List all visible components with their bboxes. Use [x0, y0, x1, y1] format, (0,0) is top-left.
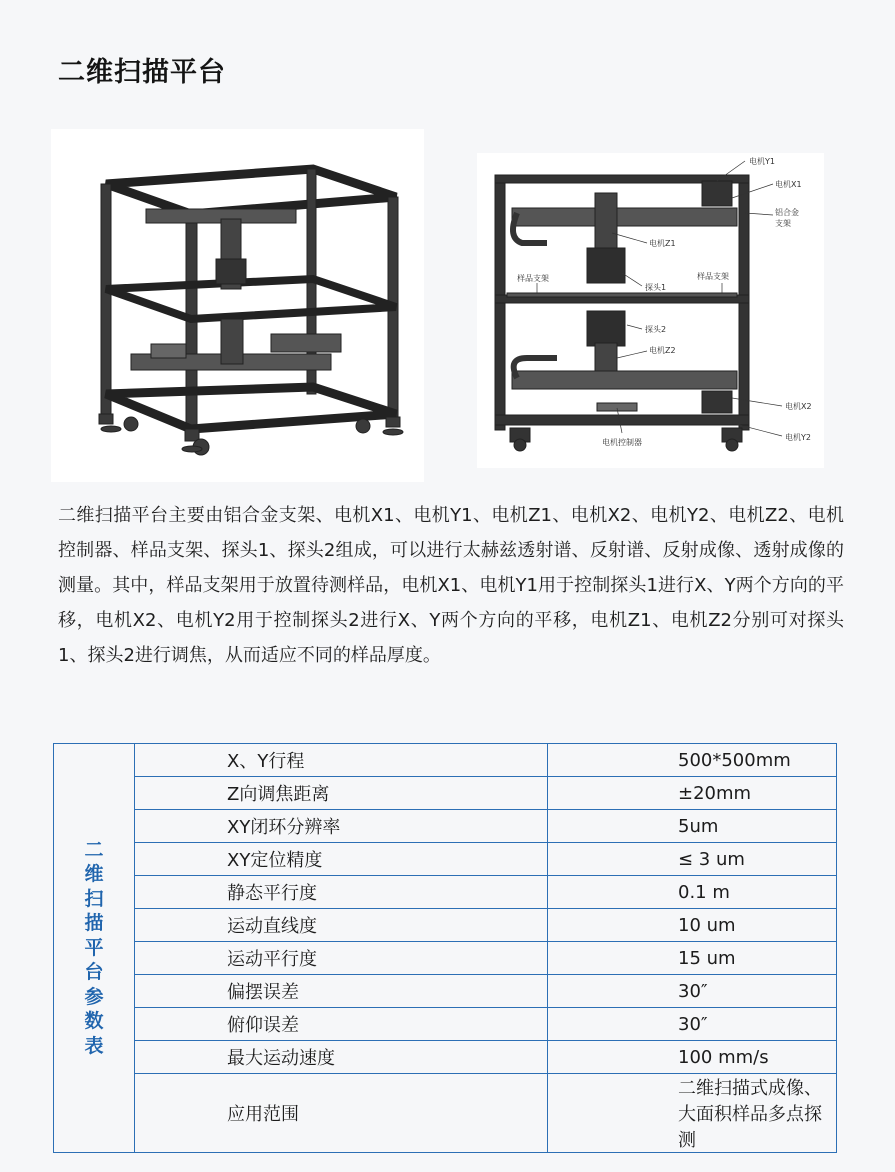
table-row	[54, 909, 837, 942]
label-motor-y1: 电机Y1	[749, 157, 775, 166]
param-name-cell: 静态平行度	[135, 876, 548, 909]
param-name-cell: 应用范围	[135, 1074, 548, 1153]
table-row	[54, 843, 837, 876]
platform-front-view-image	[477, 153, 824, 468]
table-row	[54, 744, 837, 777]
param-value-cell: 10 um	[548, 909, 837, 942]
intro-paragraph: 二维扫描平台主要由铝合金支架、电机X1、电机Y1、电机Z1、电机X2、电机Y2、电机Z2、电机控制器、样品支架、探头1、探头2组成，可以进行太赫兹透射谱、反射谱、反射成像、透射成像的测量。其中，样品支架用于放置待测样品，电机X1、电机Y1用于控制探头1进行X、Y两个方向的平移，电机X2、电机Y2用于控制探头2进行X、Y两个方向的平移，电机Z1、电机Z2分别可对探头1、探头2进行调焦，从而适应不同的样品厚度。	[58, 505, 844, 666]
param-name-cell: 俯仰误差	[135, 1008, 548, 1041]
table-row	[54, 876, 837, 909]
param-value-cell: 500*500mm	[548, 744, 837, 777]
table-row	[54, 777, 837, 810]
table-row	[54, 1041, 837, 1074]
label-motor-x2: 电机X2	[785, 402, 812, 411]
label-frame-2: 支架	[775, 219, 791, 228]
table-row	[54, 975, 837, 1008]
param-value-cell: 30″	[548, 975, 837, 1008]
param-value-cell: ≤ 3 um	[548, 843, 837, 876]
table-row	[54, 942, 837, 975]
label-controller: 电机控制器	[602, 438, 642, 447]
table-row	[54, 1008, 837, 1041]
label-sample-holder-left: 样品支架	[517, 274, 549, 283]
param-name-cell: 运动直线度	[135, 909, 548, 942]
label-probe-2: 探头2	[645, 325, 667, 334]
label-motor-x1: 电机X1	[775, 180, 802, 189]
table-side-label-text: 二维扫描平台参数表	[84, 838, 104, 1057]
table-side-label	[54, 744, 135, 1153]
parameter-table	[53, 743, 837, 1153]
param-value-cell: ±20mm	[548, 777, 837, 810]
platform-isometric-image	[51, 129, 424, 482]
label-probe-1: 探头1	[645, 283, 667, 292]
param-name-cell: 运动平行度	[135, 942, 548, 975]
table-row	[54, 810, 837, 843]
param-value-cell: 30″	[548, 1008, 837, 1041]
table-row	[54, 1074, 837, 1153]
param-value-cell: 二维扫描式成像、大面积样品多点探测	[548, 1074, 837, 1153]
param-value-cell: 0.1 m	[548, 876, 837, 909]
param-name-cell: XY定位精度	[135, 843, 548, 876]
param-value-cell: 15 um	[548, 942, 837, 975]
param-value-cell: 100 mm/s	[548, 1041, 837, 1074]
label-motor-z1: 电机Z1	[649, 239, 676, 248]
label-motor-z2: 电机Z2	[649, 346, 676, 355]
param-name-cell: Z向调焦距离	[135, 777, 548, 810]
param-value-cell: 5um	[548, 810, 837, 843]
param-name-cell: 偏摆误差	[135, 975, 548, 1008]
page-title: 二维扫描平台	[58, 57, 226, 88]
param-name-cell: X、Y行程	[135, 744, 548, 777]
label-sample-holder-right: 样品支架	[697, 272, 729, 281]
param-name-cell: 最大运动速度	[135, 1041, 548, 1074]
param-name-cell: XY闭环分辨率	[135, 810, 548, 843]
label-motor-y2: 电机Y2	[785, 433, 811, 442]
label-frame: 铝合金	[775, 208, 799, 217]
